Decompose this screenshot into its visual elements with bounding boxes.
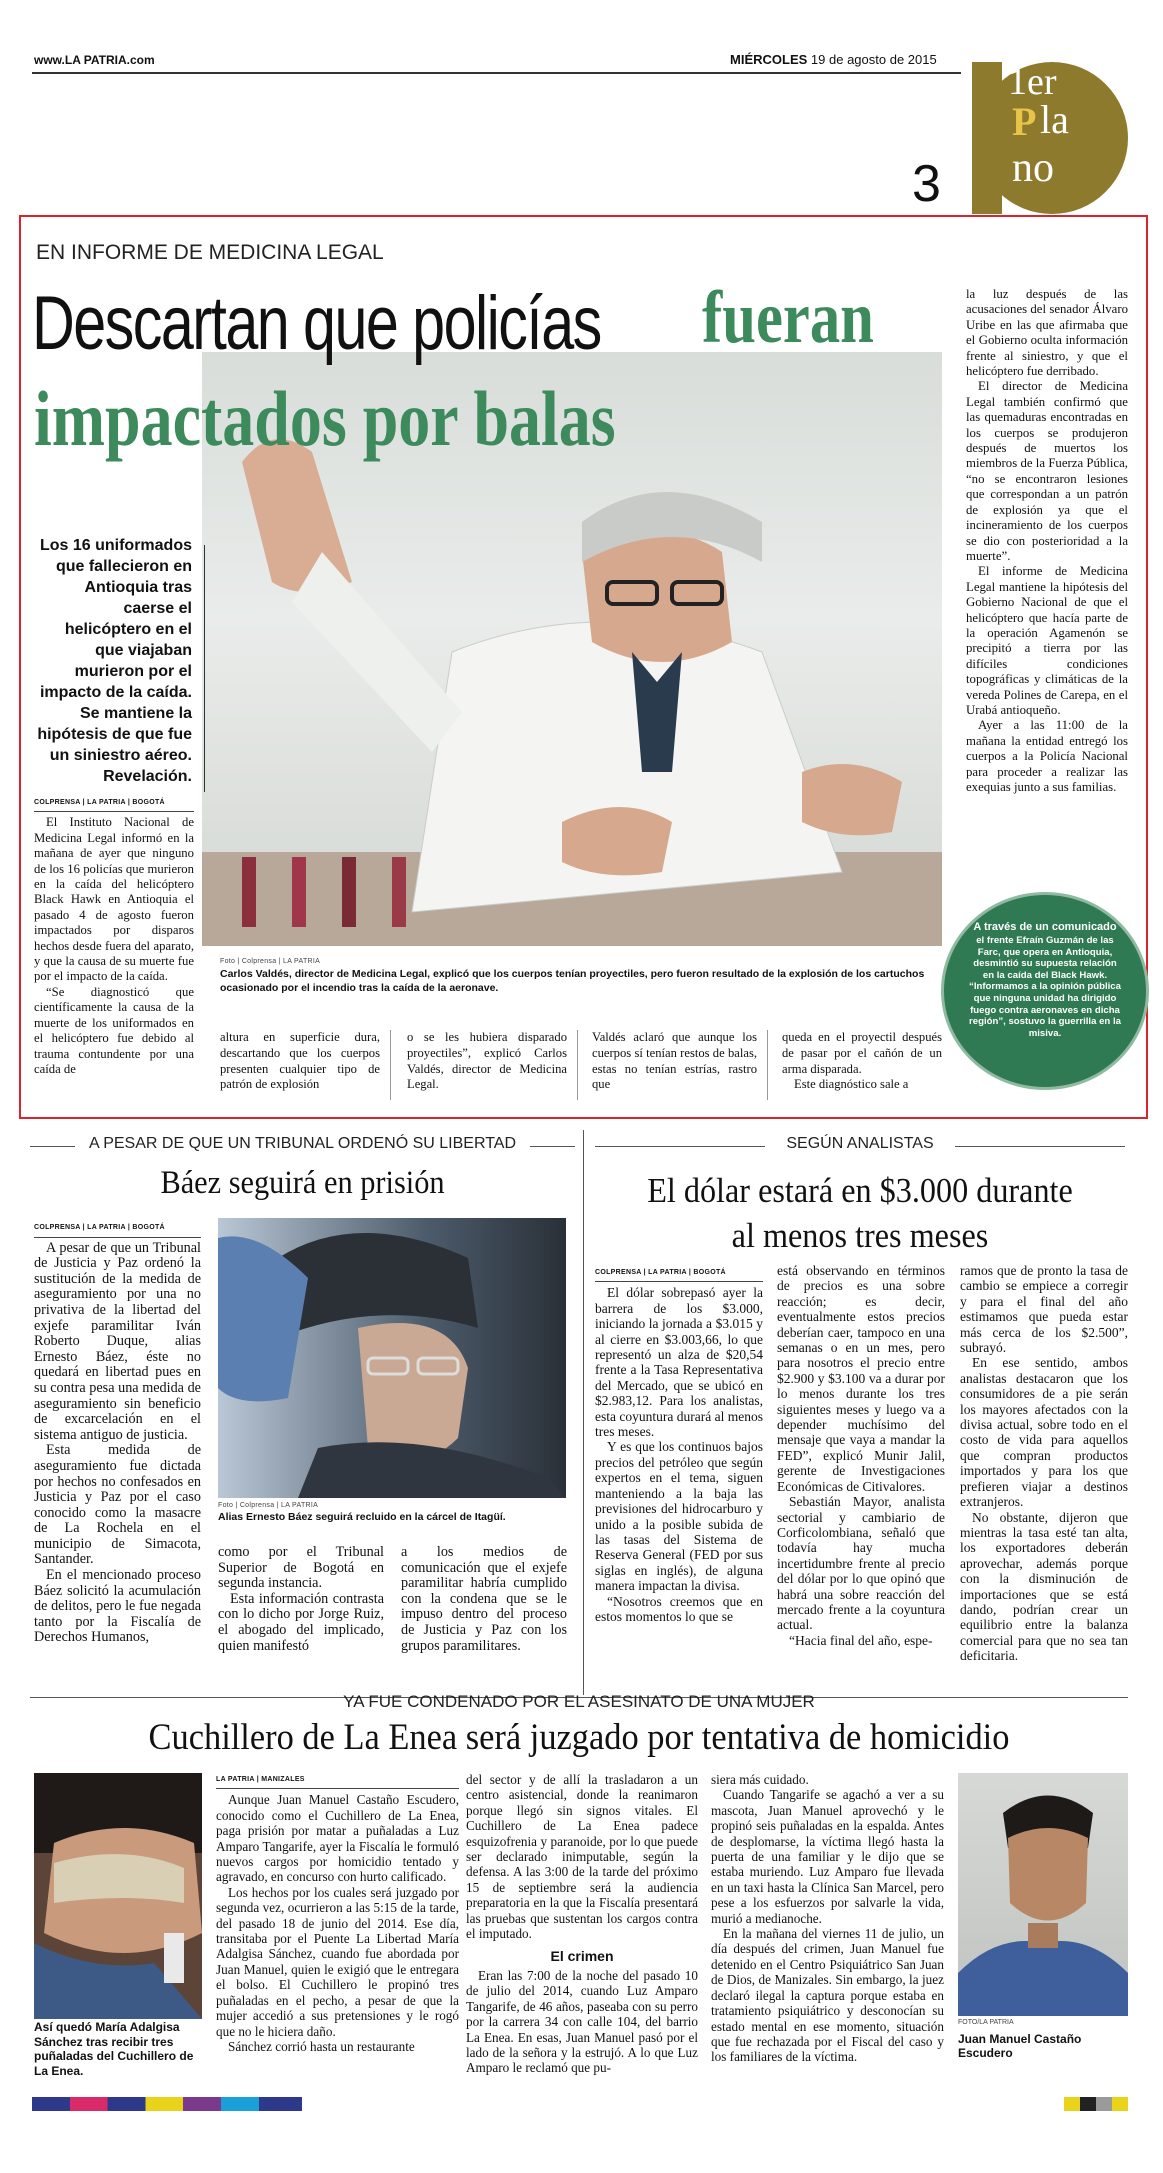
lead-deck: Los 16 uniformados que fallecieron en Antioquia tras caerse el helicóptero en el que viajaban murieron por el impacto de la caída. Se mantiene la hipótesis de que fue un siniestro aéreo. Revelación. [37,537,192,785]
cuchillero-kicker: YA FUE CONDENADO POR EL ASESINATO DE UNA MUJER [343,1692,815,1711]
baez-caption-text: Alias Ernesto Báez seguirá recluido en la cárcel de Itagüí. [218,1511,506,1523]
baez-p1: A pesar de que un Tribunal de Justicia y Paz ordenó la sustitución de la medida de aseguramiento por una no privativa de la libertad del exjefe paramilitar Iván Roberto Duque, alias Ernesto Báez, éste no quedará en libertad pues en su contra pesa una medida de aseguramiento sin beneficio de excarcelación en el sistema antiguo de justicia. [34,1239,201,1443]
baez-col-3: a los medios de comunicación que el exjefe paramilitar habría cumplido con la condena que se le impuso dentro del proceso de Justicia y Paz con los grupos paramilitares. [401,1544,567,1654]
baez-col-2 [218,1545,384,1654]
dolar-c1-p2: Y es que los continuos bajos precios del petróleo que según expertos en el tema, siguen manteniendo a la baja las previsiones del hidrocarburo y unido a la posible subida de las tasas del Sistema de Reserva General (FED por sus siglas en inglés), de alguna manera impactan la divisa. [595,1439,763,1594]
suspect-caption: Juan Manuel Castaño Escudero [958,2032,1082,2060]
bubble-body: el frente Efraín Guzmán de las Farc, que opera en Antioquia, desmintió su supuesta relación en la caída del Black Hawk. “Informamos a la opinión pública que ninguna unidad ha dirigido fuego contra aeronaves en dicha región”, sostuvo la guerrilla en la misiva. [969,935,1121,1039]
dolar-c2-p3: “Hacia final del año, espe- [789,1632,933,1648]
farc-bubble [941,892,1149,1090]
cuch-c1-p2: Los hechos por los cuales será juzgado por segunda vez, ocurrieron a las 5:15 de la tarde, del pasado 18 de junio del 2014. Ese día, transitaba por el Puente La Libertad María Adalgisa Sánchez, cuando fue abordada por Juan Manuel, quien le exigió que le entregara el bolso. El Cuchillero le propinó tres puñaladas en el pecho, a pesar de que la mujer accedió a sus pretensiones y le rogó que no le hiciera daño. [216,1884,459,2039]
dolar-c2-p2: Sebastián Mayor, analista sectorial y cambiario de Corficolombiana, señaló que todavía hay mucha incertidumbre frente al precio del dólar por lo que opinó que habrá una sobre reacción del mercado frente a la coyuntura actual. [777,1494,945,1633]
dolar-col-3 [960,1263,1128,1664]
dolar-byline: COLPRENSA | LA PATRIA | BOGOTÁ [595,1265,763,1282]
cuchillero-col-1 [216,1772,459,2054]
dolar-c1-p3: “Nosotros creemos que en estos momentos lo que se [595,1593,763,1624]
baez-caption [218,1502,566,1523]
baez-p3: En el mencionado proceso Báez solicitó la acumulación de delitos, pero le fue negada tanto por la Fiscalía de Derechos Humanos, [34,1567,201,1646]
lead-col-4: Valdés aclaró que aunque los cuerpos sí tenían restos de balas, estas no tenían estrías, rastro que [592,1030,757,1092]
lead-right-p3: El informe de Medicina Legal mantiene la hipótesis del Gobierno Nacional de que el helicóptero que hacía parte de la operación Agamenón se precipitó a tierra por las difíciles condiciones topográficas y climáticas de la vereda Polines de Carepa, en el Urabá antioqueño. [966,564,1128,717]
section-title-no: no [1012,145,1054,191]
lead-col1-p1: El Instituto Nacional de Medicina Legal informó en la mañana de ayer que ninguno de los 16 policías que murieron en la caída del helicóptero Black Hawk en Antioquia el pasado 4 de agosto fueron impactados por disparos hechos desde fuera del aparato, y que la causa de su muerte fue por el impacto de la caída. [34,815,194,984]
baez-c2-p2: Esta información contrasta con lo dicho por Jorge Ruiz, el abogado del implicado, quien manifestó [218,1590,384,1654]
dolar-headline-2: al menos tres meses [731,1216,989,1255]
victim-caption: Así quedó María Adalgisa Sánchez tras recibir tres puñaladas del Cuchillero de La Enea. [34,2020,194,2078]
story-divider [583,1130,584,1695]
baez-byline: COLPRENSA | LA PATRIA | BOGOTÁ [34,1220,201,1238]
page-number: 3 [912,155,941,213]
baez-photo-credit: Foto | Colprensa | LA PATRIA [218,1502,319,1509]
dolar-c3-p2: En ese sentido, ambos analistas destacaron que los consumidores de a pie serán los mayores afectados con la divisa actual, sobre todo en el costo de vida para aquellos que compran productos importados y para los que prefieren viajar a destinos extranjeros. [960,1355,1128,1510]
kicker-rule [955,1146,1125,1147]
section-title-la: la [1040,97,1069,142]
kicker-rule [30,1146,75,1147]
lead-col5-p2: Este diagnóstico sale a [794,1077,909,1092]
lead-kicker: EN INFORME DE MEDICINA LEGAL [36,241,384,264]
cuchillero-headline: Cuchillero de La Enea será juzgado por tentativa de homicidio [148,1717,1010,1758]
dolar-headline [616,1168,1104,1258]
suspect-credit: FOTO/LA PATRIA [958,2019,1014,2026]
dolar-c1-p1: El dólar sobrepasó ayer la barrera de los $3.000, iniciando la jornada a $3.015 y al cierre en $3.003,66, lo que representó un alza de $20,54 frente a la Tasa Representativa del Mercado, que se ubicó en $2.983,12. Para los analistas, esta coyuntura durará al menos tres meses. [595,1285,763,1440]
dolar-headline-1: El dólar estará en $3.000 durante [647,1171,1073,1210]
lead-byline: COLPRENSA | LA PATRIA | BOGOTÁ [34,795,194,812]
dolar-c2-p1: está observando en términos de precios es una sobre reacción; es decir, eventualmente estos precios deberían caer, tampoco en una semanas o en un mes, pero para nosotros el precio entre $2.900 y $3.100 va a durar por lo menos durante los tres siguientes meses y luego va a depender muchísimo del mensaje que vaya a mandar la FED”, explicó Munir Jalil, gerente de Investigaciones Económicas de Citivalores. [777,1263,945,1494]
victim-photo-illustration [34,1773,202,2019]
lead-caption-text: Carlos Valdés, director de Medicina Legal, explicó que los cuerpos tenían proyectiles, pero fueron resultado de la explosión de los cartuchos ocasionado por el incendio tras la caída de la aeronave. [220,968,925,994]
suspect-photo-illustration [958,1773,1128,2016]
col-rule [767,1030,768,1100]
baez-photo-illustration [218,1218,566,1498]
dolar-c3-p1: ramos que de pronto la tasa de cambio se empiece a corregir y para el final del año estimamos que pueda estar más cerca de los $2.500”, subrayó. [960,1263,1128,1356]
lead-headline-green-1: fueran [702,277,874,359]
victim-photo [34,1773,202,2019]
cuch-c2-p1: del sector y de allí la trasladaron a un centro asistencial, donde la reanimaron porque llegó sin signos vitales. El Cuchillero de La Enea padece esquizofrenia y paranoide, por lo que puede ser declarado inimputable, según la defensa. A las 3:00 de la tarde del próximo 15 de septiembre será la audiencia preparatoria en la que la Fiscalía presentará las pruebas que sustentan los cargos contra el imputado. [466,1772,698,1942]
issue-weekday: MIÉRCOLES [730,52,808,67]
baez-headline: Báez seguirá en prisión [160,1165,445,1201]
cuch-subhead: El crimen [550,1948,614,1965]
bubble-title: A través de un comunicado [973,921,1117,933]
col-rule [577,1030,578,1100]
kicker-rule [530,1146,575,1147]
lead-headline-dark: Descartan que policías [32,281,601,366]
dolar-col-2 [777,1263,945,1648]
cuch-c1-p3: Sánchez corrió hasta un restaurante [228,2038,415,2054]
issue-date-rest: 19 de agosto de 2015 [810,52,937,67]
col-rule [390,1030,391,1100]
lead-col5-p1: queda en el proyectil después de pasar por el cañón de un arma disparada. [782,1030,942,1076]
site-url[interactable]: www.LA PATRIA.com [34,53,155,67]
cuchillero-byline: LA PATRIA | MANIZALES [216,1772,459,1789]
lead-col-2: altura en superficie dura, descartando que los cuerpos presenten cualquier tipo de patrón de explosión [220,1030,380,1092]
cuch-c1-p1: Aunque Juan Manuel Castaño Escudero, conocido como el Cuchillero de La Enea, paga prisión por matar a puñaladas a Luz Amparo Tangarife, ayer la Fiscalía le formuló nuevos cargos por homicidio tentado y agravado, en concurso con hurto calificado. [216,1792,459,1885]
deck-rule [204,545,205,792]
baez-c2-p1: como por el Tribunal Superior de Bogotá en segunda instancia. [218,1544,384,1592]
lead-caption [220,958,934,995]
baez-photo [218,1218,566,1498]
suspect-photo [958,1773,1128,2016]
lead-col-3: o se les hubiera disparado proyectiles”, explicó Carlos Valdés, director de Medicina Legal. [407,1030,567,1092]
cuchillero-col-3 [711,1772,944,2065]
print-color-bar-right [1064,2097,1128,2111]
section-title-1er: 1er [1008,61,1057,103]
cuchillero-col-2 [466,1772,698,2076]
cuch-c2-p2: Eran las 7:00 de la noche del pasado 10 de julio del 2014, cuando Luz Amparo Tangarife, de 46 años, paseaba con su perro por la carrera 34 con calle 104, del barrio La Enea. En esas, Juan Manuel pasó por el lado de la señora y la estrujó. A lo que Luz Amparo le reclamó que pu- [466,1967,698,2076]
section-title-p: P [1012,99,1037,144]
lead-col-1 [34,795,194,1077]
lead-photo-credit: Foto | Colprensa | LA PATRIA [220,958,321,965]
print-color-bar-left [32,2097,302,2111]
lead-right-col [966,287,1128,795]
cuch-c3-p2: Cuando Tangarife se agachó a ver a su mascota, Juan Manuel aprovechó y le propinó seis puñaladas en la espalda. Antes de desplomarse, la víctima llegó hasta la puerta de una familiar y le dijo que se estaba muriendo. Luz Amparo fue llevada en un taxi hasta la Clínica San Marcel, pero pese a los esfuerzos por salvarle la vida, murió a medianoche. [711,1787,944,1926]
issue-date [730,52,937,67]
lead-headline-green-2: impactados por balas [34,375,616,462]
section-badge [968,58,1128,218]
dolar-c3-p3: No obstante, dijeron que mientras la tasa esté tan alta, los exportadores deberán aprovechar, además porque con la disminución de importaciones que se está dando, podrían crear un equilibrio entre la balanza comercial para que no sea tan deficitaria. [960,1509,1128,1664]
dolar-col-1 [595,1265,763,1624]
dolar-kicker: SEGÚN ANALISTAS [786,1135,934,1152]
baez-p2: Esta medida de aseguramiento fue dictada por hechos no confesados en Justicia y Paz por el caso conocido como la masacre de La Rochela en el municipio de Simacota, Santander. [34,1442,201,1568]
header-rule [32,72,961,74]
cuch-c3-p1: siera más cuidado. [711,1772,809,1787]
lead-col1-p2: “Se diagnosticó que científicamente la causa de la muerte de los uniformados en el helicóptero fue debido al trauma contundente por una caída de [34,984,194,1076]
lead-right-p4: Ayer a las 11:00 de la mañana la entidad entregó los cuerpos a la Policía Nacional para proceder a realizar las exequias junto a sus familias. [966,718,1128,794]
cuch-c3-p3: En la mañana del viernes 11 de julio, un día después del crimen, Juan Manuel fue detenido en el Centro Psiquiátrico San Juan de Dios, de Manizales. Sin embargo, la juez declaró ilegal la captura porque estaba en tratamiento psiquiátrico y desconocían su estado mental en ese momento, situación que fue rechazada por el Fiscal del caso y los familiares de la víctima. [711,1926,944,2065]
baez-kicker: A PESAR DE QUE UN TRIBUNAL ORDENÓ SU LIBERTAD [88,1135,517,1152]
lead-right-p2: El director de Medicina Legal también confirmó que las quemaduras encontradas en los cuerpos se produjeron después de muertos los miembros de la Fuerza Pública, “no se encontraron lesiones que correspondan a un patrón de explosión ya que el incineramiento de los cuerpos se dio con posterioridad a la muerte”. [966,379,1128,563]
kicker-rule [595,1146,765,1147]
lead-col-5 [782,1030,942,1093]
lead-right-p1: la luz después de las acusaciones del senador Álvaro Uribe en las que afirmaba que el Gobierno oculta información frente al siniestro, y que el helicóptero fue derribado. [966,287,1128,379]
baez-col-1 [34,1220,201,1646]
